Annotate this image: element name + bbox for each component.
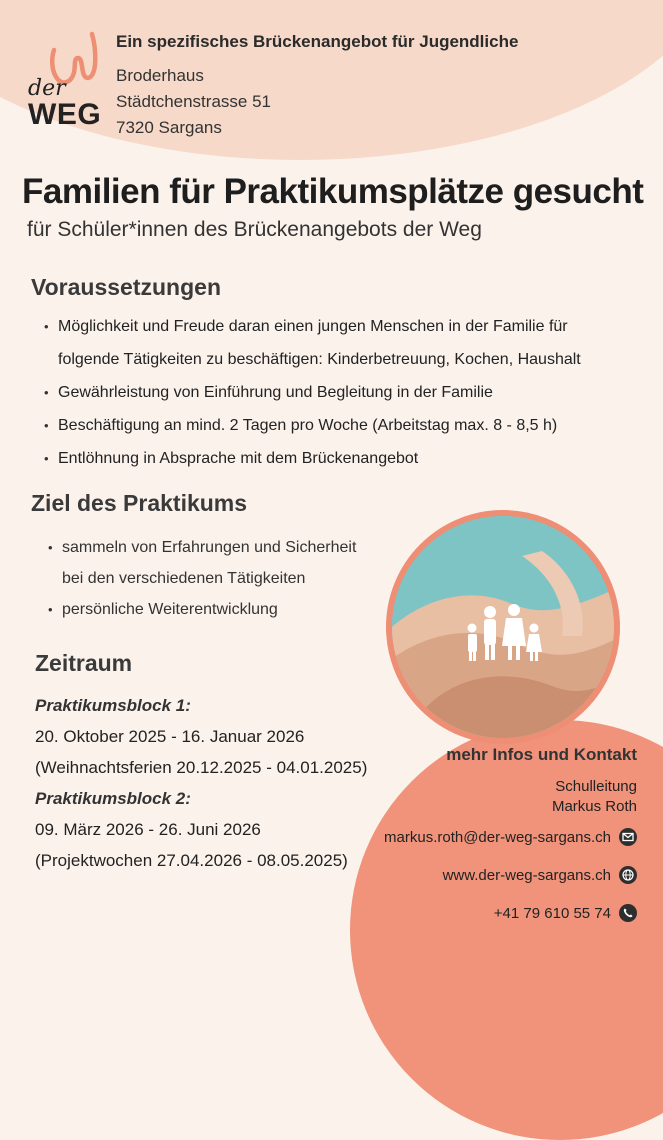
envelope-icon: [619, 828, 637, 846]
globe-icon: [619, 866, 637, 884]
list-ziel: [48, 532, 388, 625]
address-line-2: Städtchenstrasse 51: [116, 92, 271, 111]
block1-label: Praktikumsblock 1:: [35, 696, 191, 715]
block2-note: (Projektwochen 27.04.2026 - 08.05.2025): [35, 851, 348, 870]
contact-email[interactable]: markus.roth@der-weg-sargans.ch: [384, 828, 611, 846]
contact-name: Markus Roth: [551, 798, 637, 815]
contact-heading: mehr Infos und Kontakt: [446, 745, 637, 764]
page-title: Familien für Praktikumsplätze gesucht: [22, 172, 644, 211]
hands-family-photo: [386, 510, 620, 744]
page-subtitle: für Schüler*innen des Brückenangebots der Weg: [27, 218, 482, 241]
tagline: Ein spezifisches Brückenangebot für Jugendliche: [116, 32, 519, 51]
header-text: [116, 32, 518, 141]
logo-weg: WEG: [28, 98, 102, 131]
list-voraussetzungen: [44, 311, 644, 476]
contact-section: [384, 745, 637, 923]
list-item: • sammeln von Erfahrungen und Sicherheit: [48, 532, 388, 563]
contact-website-row[interactable]: [384, 865, 637, 885]
address: [116, 63, 518, 141]
logo-der: der: [28, 76, 66, 101]
phone-icon: [619, 904, 637, 922]
block1-dates: 20. Oktober 2025 - 16. Januar 2026: [35, 727, 305, 746]
heading-zeitraum: Zeitraum: [35, 650, 133, 676]
contact-website[interactable]: www.der-weg-sargans.ch: [442, 866, 611, 884]
hands-family-illustration: [392, 516, 614, 738]
contact-email-row[interactable]: [384, 827, 637, 847]
zeitraum-details: [35, 690, 367, 876]
address-line-1: Broderhaus: [116, 66, 204, 85]
contact-person: [384, 777, 637, 817]
list-item-continuation: folgende Tätigkeiten zu beschäftigen: Kinderbetreuung, Kochen, Haushalt: [58, 351, 581, 368]
list-item: • persönliche Weiterentwicklung: [48, 594, 388, 625]
heading-voraussetzungen: Voraussetzungen: [31, 274, 221, 300]
contact-role: Schulleitung: [555, 778, 637, 795]
address-line-3: 7320 Sargans: [116, 118, 222, 137]
contact-phone-row[interactable]: [384, 903, 637, 923]
block2-dates: 09. März 2026 - 26. Juni 2026: [35, 820, 261, 839]
list-item: • Möglichkeit und Freude daran einen jungen Menschen in der Familie für: [44, 311, 644, 342]
der-weg-logo: [26, 28, 116, 131]
list-item: • Beschäftigung an mind. 2 Tagen pro Woche (Arbeitstag max. 8 - 8,5 h): [44, 410, 644, 441]
block1-note: (Weihnachtsferien 20.12.2025 - 04.01.2025): [35, 758, 368, 777]
heading-ziel: Ziel des Praktikums: [31, 490, 248, 516]
list-item: • Entlöhnung in Absprache mit dem Brückenangebot: [44, 443, 644, 474]
block2-label: Praktikumsblock 2:: [35, 789, 191, 808]
contact-phone[interactable]: +41 79 610 55 74: [493, 904, 611, 922]
list-item-continuation: bei den verschiedenen Tätigkeiten: [62, 570, 306, 587]
list-item: • Gewährleistung von Einführung und Begleitung in der Familie: [44, 377, 644, 408]
